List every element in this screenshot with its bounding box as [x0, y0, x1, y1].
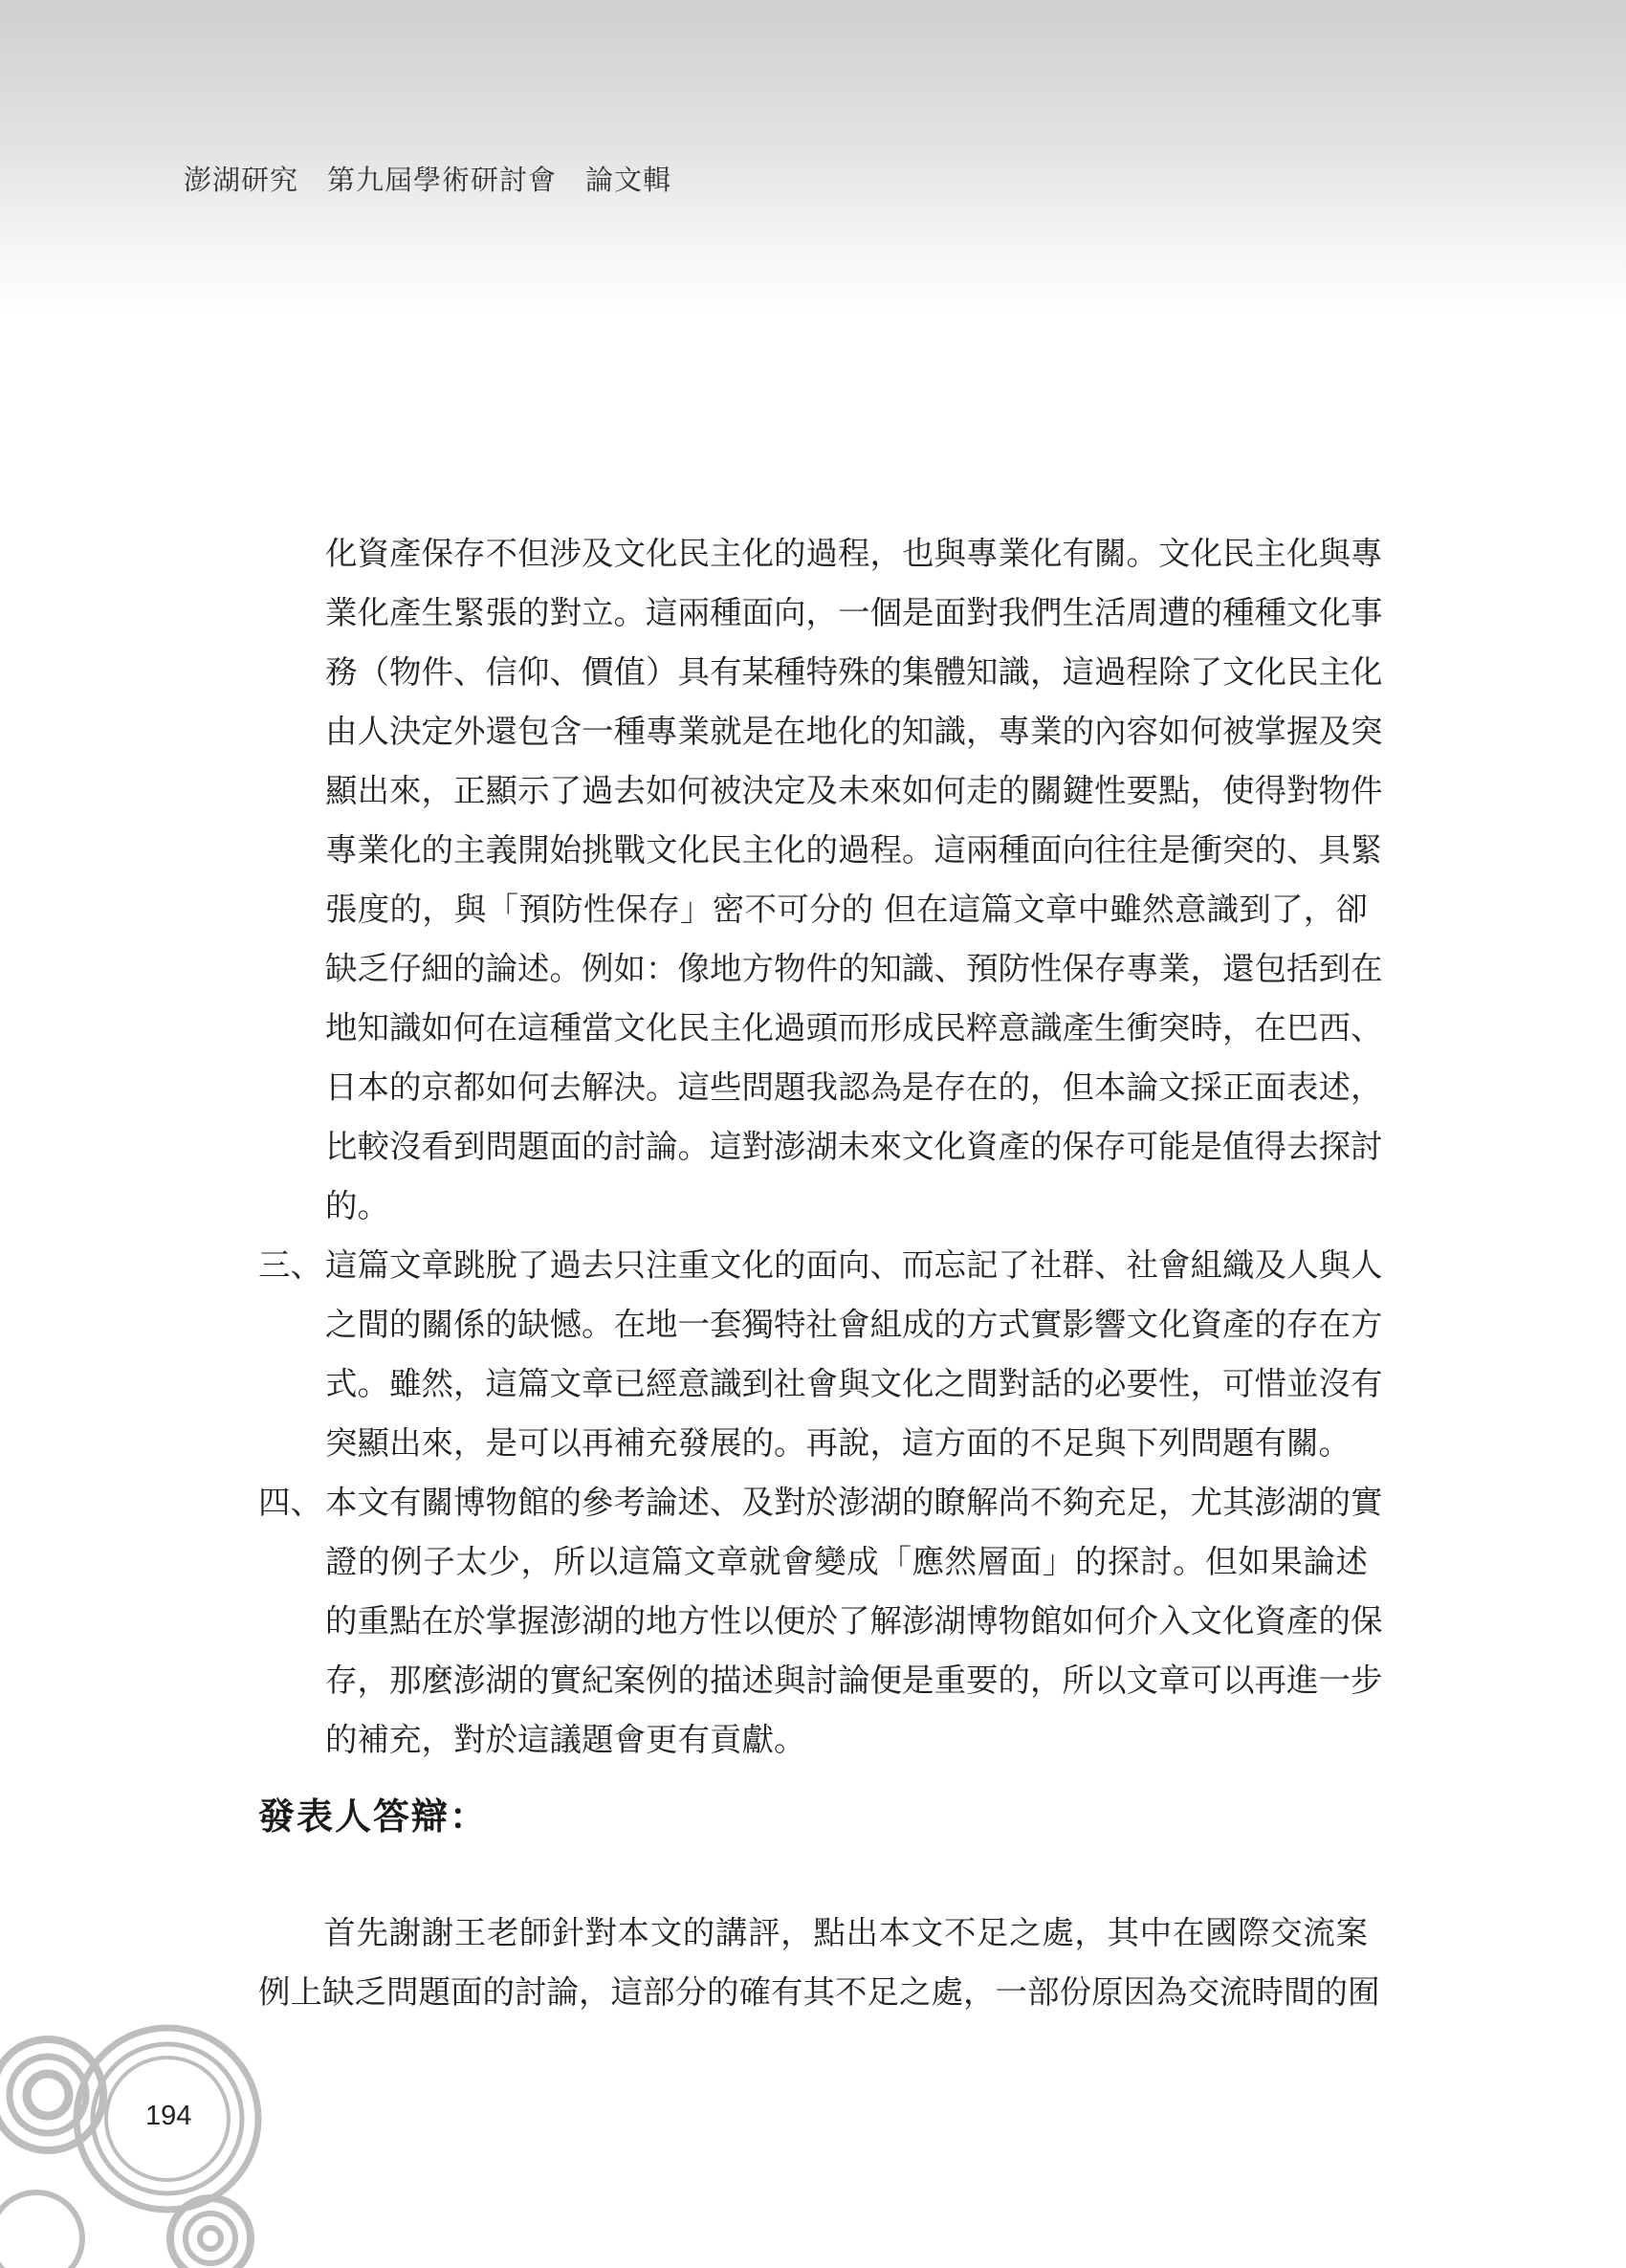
text-line: 顯出來，正顯示了過去如何被決定及未來如何走的關鍵性要點，使得對物件 [325, 772, 1383, 809]
text-line: 的補充，對於這議題會更有貢獻。 [325, 1721, 806, 1758]
text-line: 存，那麼澎湖的實紀案例的描述與討論便是重要的，所以文章可以再進一步 [325, 1662, 1383, 1699]
text-line: 地知識如何在這種當文化民主化過頭而形成民粹意識產生衝突時，在巴西、 [325, 1009, 1383, 1046]
text-line: 首先謝謝王老師針對本文的講評，點出本文不足之處，其中在國際交流案 [258, 1914, 1368, 1951]
text-line: 式。雖然，這篇文章已經意識到社會與文化之間對話的必要性，可惜並沒有 [325, 1365, 1383, 1402]
text-line: 缺乏仔細的論述。例如：像地方物件的知識、預防性保存專業，還包括到在 [325, 950, 1383, 987]
text-line: 之間的關係的缺憾。在地一套獨特社會組成的方式實影響文化資產的存在方 [325, 1306, 1383, 1343]
text-line: 的。 [325, 1187, 389, 1224]
text-line: 本文有關博物館的參考論述、及對於澎湖的瞭解尚不夠充足，尤其澎湖的實 [325, 1484, 1383, 1521]
continuation-paragraph [258, 524, 1383, 1236]
list-item-three [258, 1236, 1383, 1473]
reply-paragraph [258, 1904, 1380, 2022]
text-line: 的重點在於掌握澎湖的地方性以便於了解澎湖博物館如何介入文化資產的保 [325, 1602, 1383, 1640]
text-line: 證的例子太少，所以這篇文章就會變成「應然層面」的探討。但如果論述 [325, 1543, 1368, 1580]
running-title: 澎湖研究 第九屆學術研討會 論文輯 [184, 164, 672, 196]
list-item-four [258, 1473, 1383, 1770]
text-line: 比較沒看到問題面的討論。這對澎湖未來文化資產的保存可能是值得去探討 [325, 1128, 1383, 1165]
list-marker: 三、 [258, 1246, 322, 1284]
text-line: 專業化的主義開始挑戰文化民主化的過程。這兩種面向往往是衝突的、具緊 [325, 831, 1383, 869]
decorative-circles-icon [0, 2009, 287, 2268]
text-line: 例上缺乏問題面的討論，這部分的確有其不足之處，一部份原因為交流時間的囿 [258, 1973, 1380, 2011]
section-heading: 發表人答辯： [258, 1795, 489, 1838]
list-marker: 四、 [258, 1484, 322, 1521]
text-line: 化資產保存不但涉及文化民主化的過程，也與專業化有關。文化民主化與專 [325, 535, 1383, 572]
text-line: 務（物件、信仰、價值）具有某種特殊的集體知識，這過程除了文化民主化 [325, 653, 1383, 691]
text-line: 由人決定外還包含一種專業就是在地化的知識，專業的內容如何被掌握及突 [325, 713, 1383, 750]
header-band [0, 0, 1626, 316]
page-number: 194 [145, 2101, 192, 2131]
text-line: 這篇文章跳脫了過去只注重文化的面向、而忘記了社群、社會組織及人與人 [325, 1246, 1383, 1284]
text-line: 業化產生緊張的對立。這兩種面向，一個是面對我們生活周遭的種種文化事 [325, 594, 1383, 631]
text-line: 突顯出來，是可以再補充發展的。再說，這方面的不足與下列問題有關。 [325, 1424, 1351, 1462]
text-line: 張度的，與「預防性保存」密不可分的 但在這篇文章中雖然意識到了，卻 [325, 891, 1368, 928]
commentary-body [258, 524, 1383, 1770]
text-line: 日本的京都如何去解決。這些問題我認為是存在的，但本論文採正面表述， [325, 1068, 1383, 1106]
